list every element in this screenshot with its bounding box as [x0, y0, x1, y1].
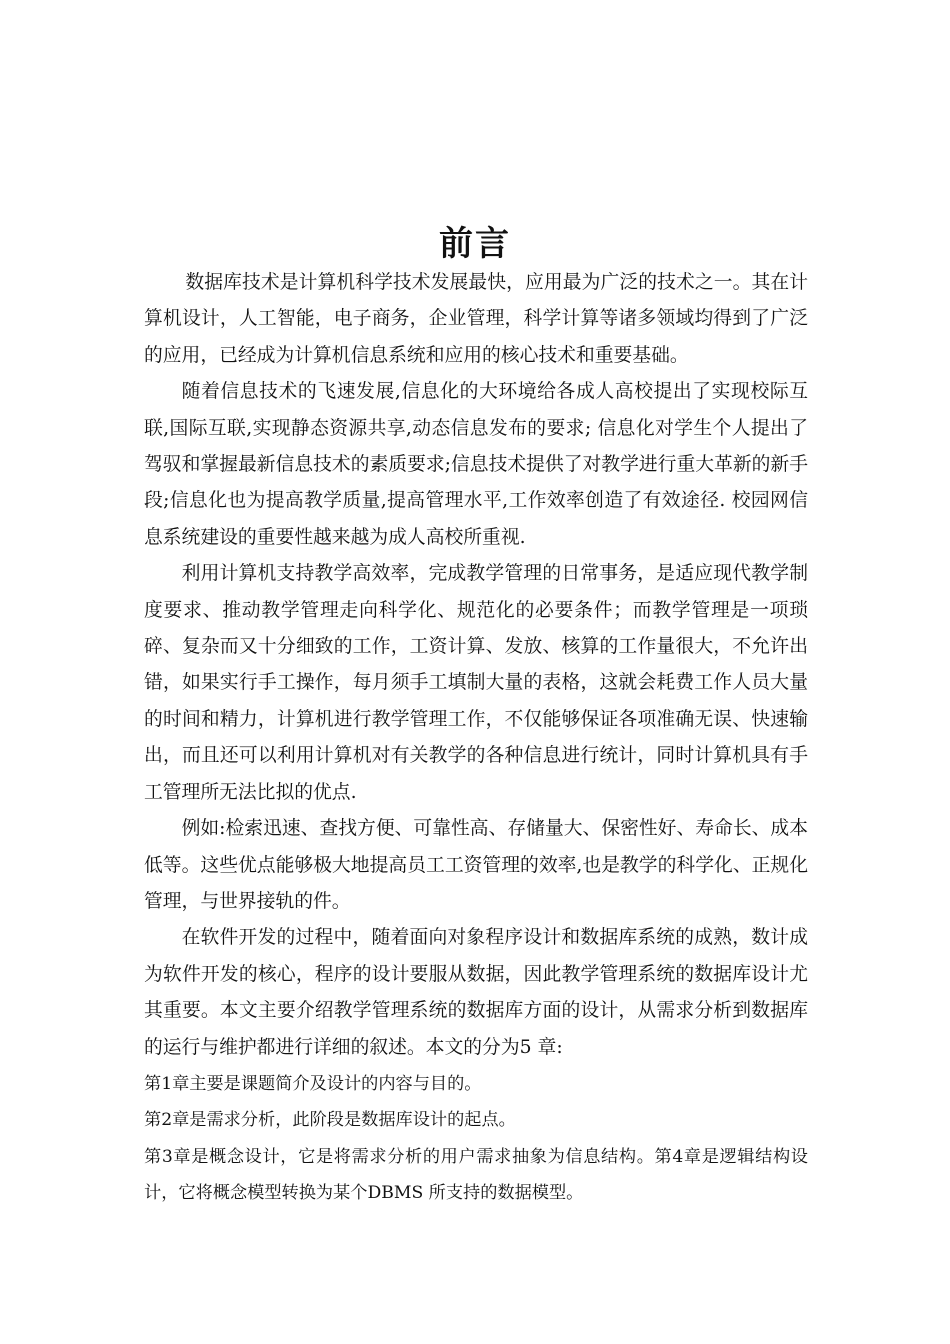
document-body — [144, 265, 808, 1212]
page-title: 前言 — [439, 224, 511, 264]
paragraph-1: 数据库技术是计算机科学技术发展最快，应用最为广泛的技术之一。其在计算机设计，人工智能，电子商务，企业管理，科学计算等诸多领域均得到了广泛的应用，已经成为计算机信息系统和应用的核心技术和重要基础。 — [144, 272, 808, 366]
paragraph-3: 利用计算机支持教学高效率，完成教学管理的日常事务，是适应现代教学制度要求、推动教学管理走向科学化、规范化的必要条件；而教学管理是一项琐碎、复杂而又十分细致的工作，工资计算、发放、核算的工作量很大，不允许出错，如果实行手工操作，每月须手工填制大量的表格，这就会耗费工作人员大量的时间和精力，计算机进行教学管理工作，不仅能够保证各项准确无误、快速输出，而且还可以利用计算机对有关教学的各种信息进行统计，同时计算机具有手工管理所无法比拟的优点. — [144, 563, 808, 803]
paragraph-2: 随着信息技术的飞速发展,信息化的大环境给各成人高校提出了实现校际互联,国际互联,实现静态资源共享,动态信息发布的要求; 信息化对学生个人提出了驾驭和掌握最新信息技术的素质要求;信息技术提供了对教学进行重大革新的新手段;信息化也为提高教学质量,提高管理水平,工作效率创造了有效途径. 校园网信息系统建设的重要性越来越为成人高校所重视. — [144, 381, 808, 548]
chapter-line-3: 第3章是概念设计，它是将需求分析的用户需求抽象为信息结构。第4章是逻辑结构设计，它将概念模型转换为某个DBMS 所支持的数据模型。 — [144, 1146, 808, 1204]
chapter-line-1: 第1章主要是课题简介及设计的内容与目的。 — [144, 1073, 482, 1094]
paragraph-5: 在软件开发的过程中，随着面向对象程序设计和数据库系统的成熟，数计成为软件开发的核心，程序的设计要服从数据，因此教学管理系统的数据库设计尤其重要。本文主要介绍教学管理系统的数据库方面的设计，从需求分析到数据库的运行与维护都进行详细的叙述。本文的分为5 章: — [144, 927, 808, 1058]
chapter-line-2: 第2章是需求分析，此阶段是数据库设计的起点。 — [144, 1110, 516, 1131]
paragraph-4: 例如:检索迅速、查找方便、可靠性高、存储量大、保密性好、寿命长、成本低等。这些优点能够极大地提高员工工资管理的效率,也是教学的科学化、正规化管理，与世界接轨的件。 — [144, 818, 808, 912]
